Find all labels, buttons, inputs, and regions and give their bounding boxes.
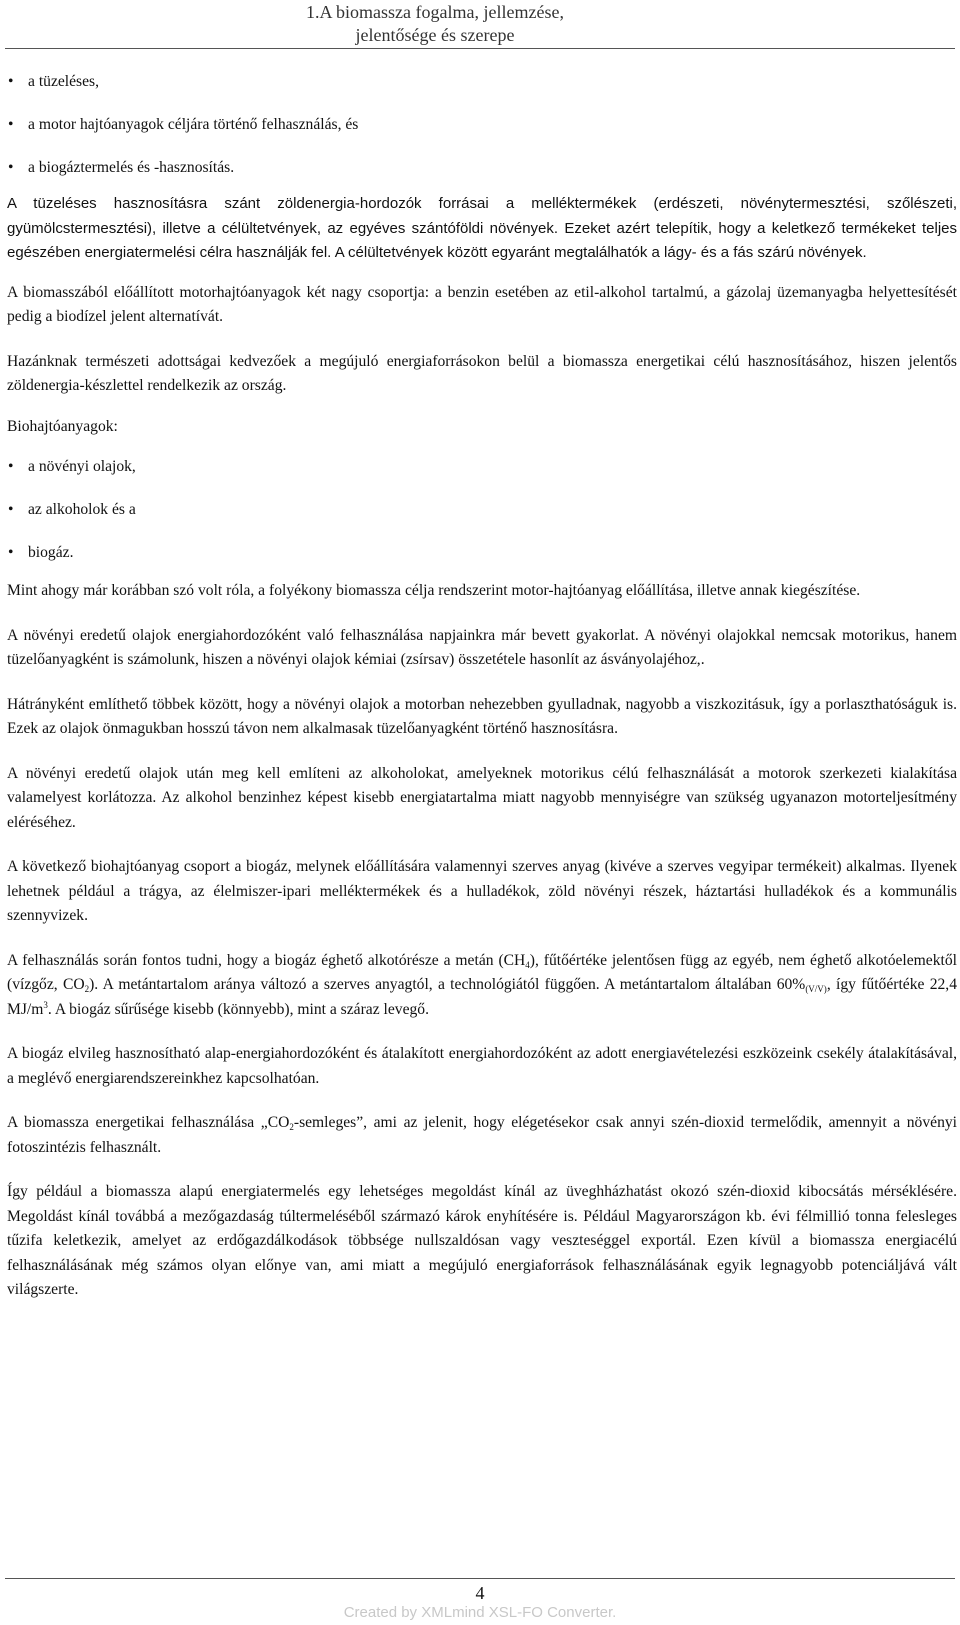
list-item: • a növényi olajok,: [7, 455, 957, 479]
header-title-line-2: jelentősége és szerepe: [355, 25, 515, 45]
document-body: [7, 70, 957, 1303]
biofuels-list: [7, 455, 957, 565]
page-header: [5, 0, 955, 49]
usage-list: [7, 70, 957, 180]
list-item: • a tüzeléses,: [7, 70, 957, 94]
superscript: 3: [43, 999, 48, 1010]
paragraph-heating-sources: A tüzeléses hasznosításra szánt zöldenergia-hordozók forrásai a melléktermékek (erdészeti, növénytermesztési, szőlészeti, gyümölcstermesztési), illetve a célültetvények, az egyéves szántóföldi növények. Ezeket azért telepítik, hogy a keletkező termékeket teljes egészében energiatermelési célra használják fel. A célültetvények között egyaránt megtalálhatók a lágy- és a fás szárú növények.: [7, 195, 957, 261]
text-run: -semleges”, ami az jelenit, hogy elégetésekor csak annyi szén-dioxid termelődik, amennyit a növényi fotoszintézis felhasznált.: [7, 1114, 957, 1156]
page-number: 4: [475, 1583, 485, 1603]
paragraph-co2-neutral: [7, 1111, 957, 1160]
list-item: • biogáz.: [7, 541, 957, 565]
text-run: , így fűtőértéke 22,4 MJ/m: [7, 976, 958, 1018]
paragraph-biogas-usage: A biogáz elvileg hasznosítható alap-energiahordozóként és átalakított energiahordozóként az adott energiavételezési eszközeink csekély átalakításával, a meglévő energiarendszereinkhez kapcsolhatóan.: [7, 1045, 957, 1087]
paragraph-motor-fuels: A biomasszából előállított motorhajtóanyagok két nagy csoportja: a benzin esetében az etil-alkohol tartalmú, a gázolaj üzemanyagba helyettesítését pedig a biodízel jelent alternatívát.: [7, 283, 957, 325]
paragraph-alcohols: A növényi eredetű olajok után meg kell említeni az alkoholokat, amelyeknek motorikus célú felhasználását a motorok szerkezeti kialakítása valamelyest korlátozza. Az alkohol benzinhez képest kisebb energiatartalma miatt nagyobb mennyiségre van szükség ugyanazon motorteljesítmény eléréséhez.: [7, 764, 957, 831]
text-run: ), fűtőértéke jelentősen függ az egyéb, nem éghető alkotóelemektől (vízgőz, CO: [7, 951, 957, 993]
paragraph-vegetable-oils: A növényi eredetű olajok energiahordozóként való felhasználása napjainkra már bevett gyakorlat. A növényi olajokkal nemcsak motorikus, hanem tüzelőanyagként is számolunk, hiszen a növényi olajok kémiai (zsírsav) összetétele hasonlít az ásványolajéhoz,.: [7, 626, 957, 668]
paragraph-greenhouse-solution: Így például a biomassza alapú energiatermelés egy lehetséges megoldást kínál az üveghházhatást okozó szén-dioxid kibocsátás mérséklésére. Megoldást kínál továbbá a mezőgazdaság túltermeléséből származó károk enyhítésére is. Például Magyarországon kb. évi félmillió tonna felesleges tűzifa keletkezik, amelyet az erdőgazdálkodások többsége nullszaldósan vagy veszteséggel exportál. Ezen kívül a biomassza energiacélú felhasználásának még számos olyan előnye van, ami miatt a megújuló energiaforrások felhasználásának egyik legnagyobb potenciáljává vált világszerte.: [7, 1183, 957, 1298]
subscript: 4: [525, 959, 530, 970]
list-item: • a motor hajtóanyagok céljára történő felhasználás, és: [7, 113, 957, 137]
list-item: • a biogáztermelés és -hasznosítás.: [7, 156, 957, 180]
text-run: A biomassza energetikai felhasználása „CO: [7, 1114, 290, 1131]
text-run: ). A metántartalom aránya változó a szerves anyagtól, a technológiától függően. A metántartalom általában 60%: [89, 976, 806, 993]
converter-credit: Created by XMLmind XSL-FO Converter.: [343, 1604, 617, 1621]
text-run: . A biogáz sűrűsége kisebb (könnyebb), mint a száraz levegő.: [47, 1000, 429, 1018]
paragraph-biogas-sources: A következő biohajtóanyag csoport a biogáz, melynek előállítására valamennyi szerves anyag (kivéve a szerves vegyipar termékeit) alkalmas. Ilyenek lehetnek például a trágya, az élelmiszer-ipari melléktermékek és a hulladékok, zöld növényi részek, háztartási hulladékok és a kommunális szennyvizek.: [7, 858, 957, 924]
list-item: • az alkoholok és a: [7, 498, 957, 522]
biofuels-heading: Biohajtóanyagok:: [7, 417, 118, 435]
paragraph-oil-drawbacks: Hátrányként említhető többek között, hogy a növényi olajok a motorban nehezebben gyulladnak, nagyobb a viszkozitásuk, így a porlaszthatóságuk is. Ezek az olajok önmagukban hosszú távon nem alkalmasak tüzelőanyagként történő hasznosításra.: [7, 695, 957, 737]
subscript: 2: [289, 1122, 294, 1132]
header-title: [255, 1, 615, 47]
subscript: 2: [84, 984, 90, 994]
header-title-line-1: 1.A biomassza fogalma, jellemzése,: [306, 2, 564, 22]
text-run: A felhasználás során fontos tudni, hogy a biogáz éghető alkotórésze a metán (CH: [7, 951, 526, 969]
paragraph-hungary-potential: Hazánknak természeti adottságai kedvezőek a megújuló energiaforrásokon belül a biomassza energetikai célú hasznosításához, hiszen jelentős zöldenergia-készlettel rendelkezik az ország.: [7, 352, 957, 394]
subscript: (V/V): [805, 984, 827, 994]
footer-divider: [5, 1578, 955, 1579]
paragraph-methane-content: [7, 949, 957, 1023]
paragraph-liquid-biomass: Mint ahogy már korábban szó volt róla, a folyékony biomassza célja rendszerint motor-hajtóanyag előállítása, illetve annak kiegészítése.: [7, 582, 861, 599]
